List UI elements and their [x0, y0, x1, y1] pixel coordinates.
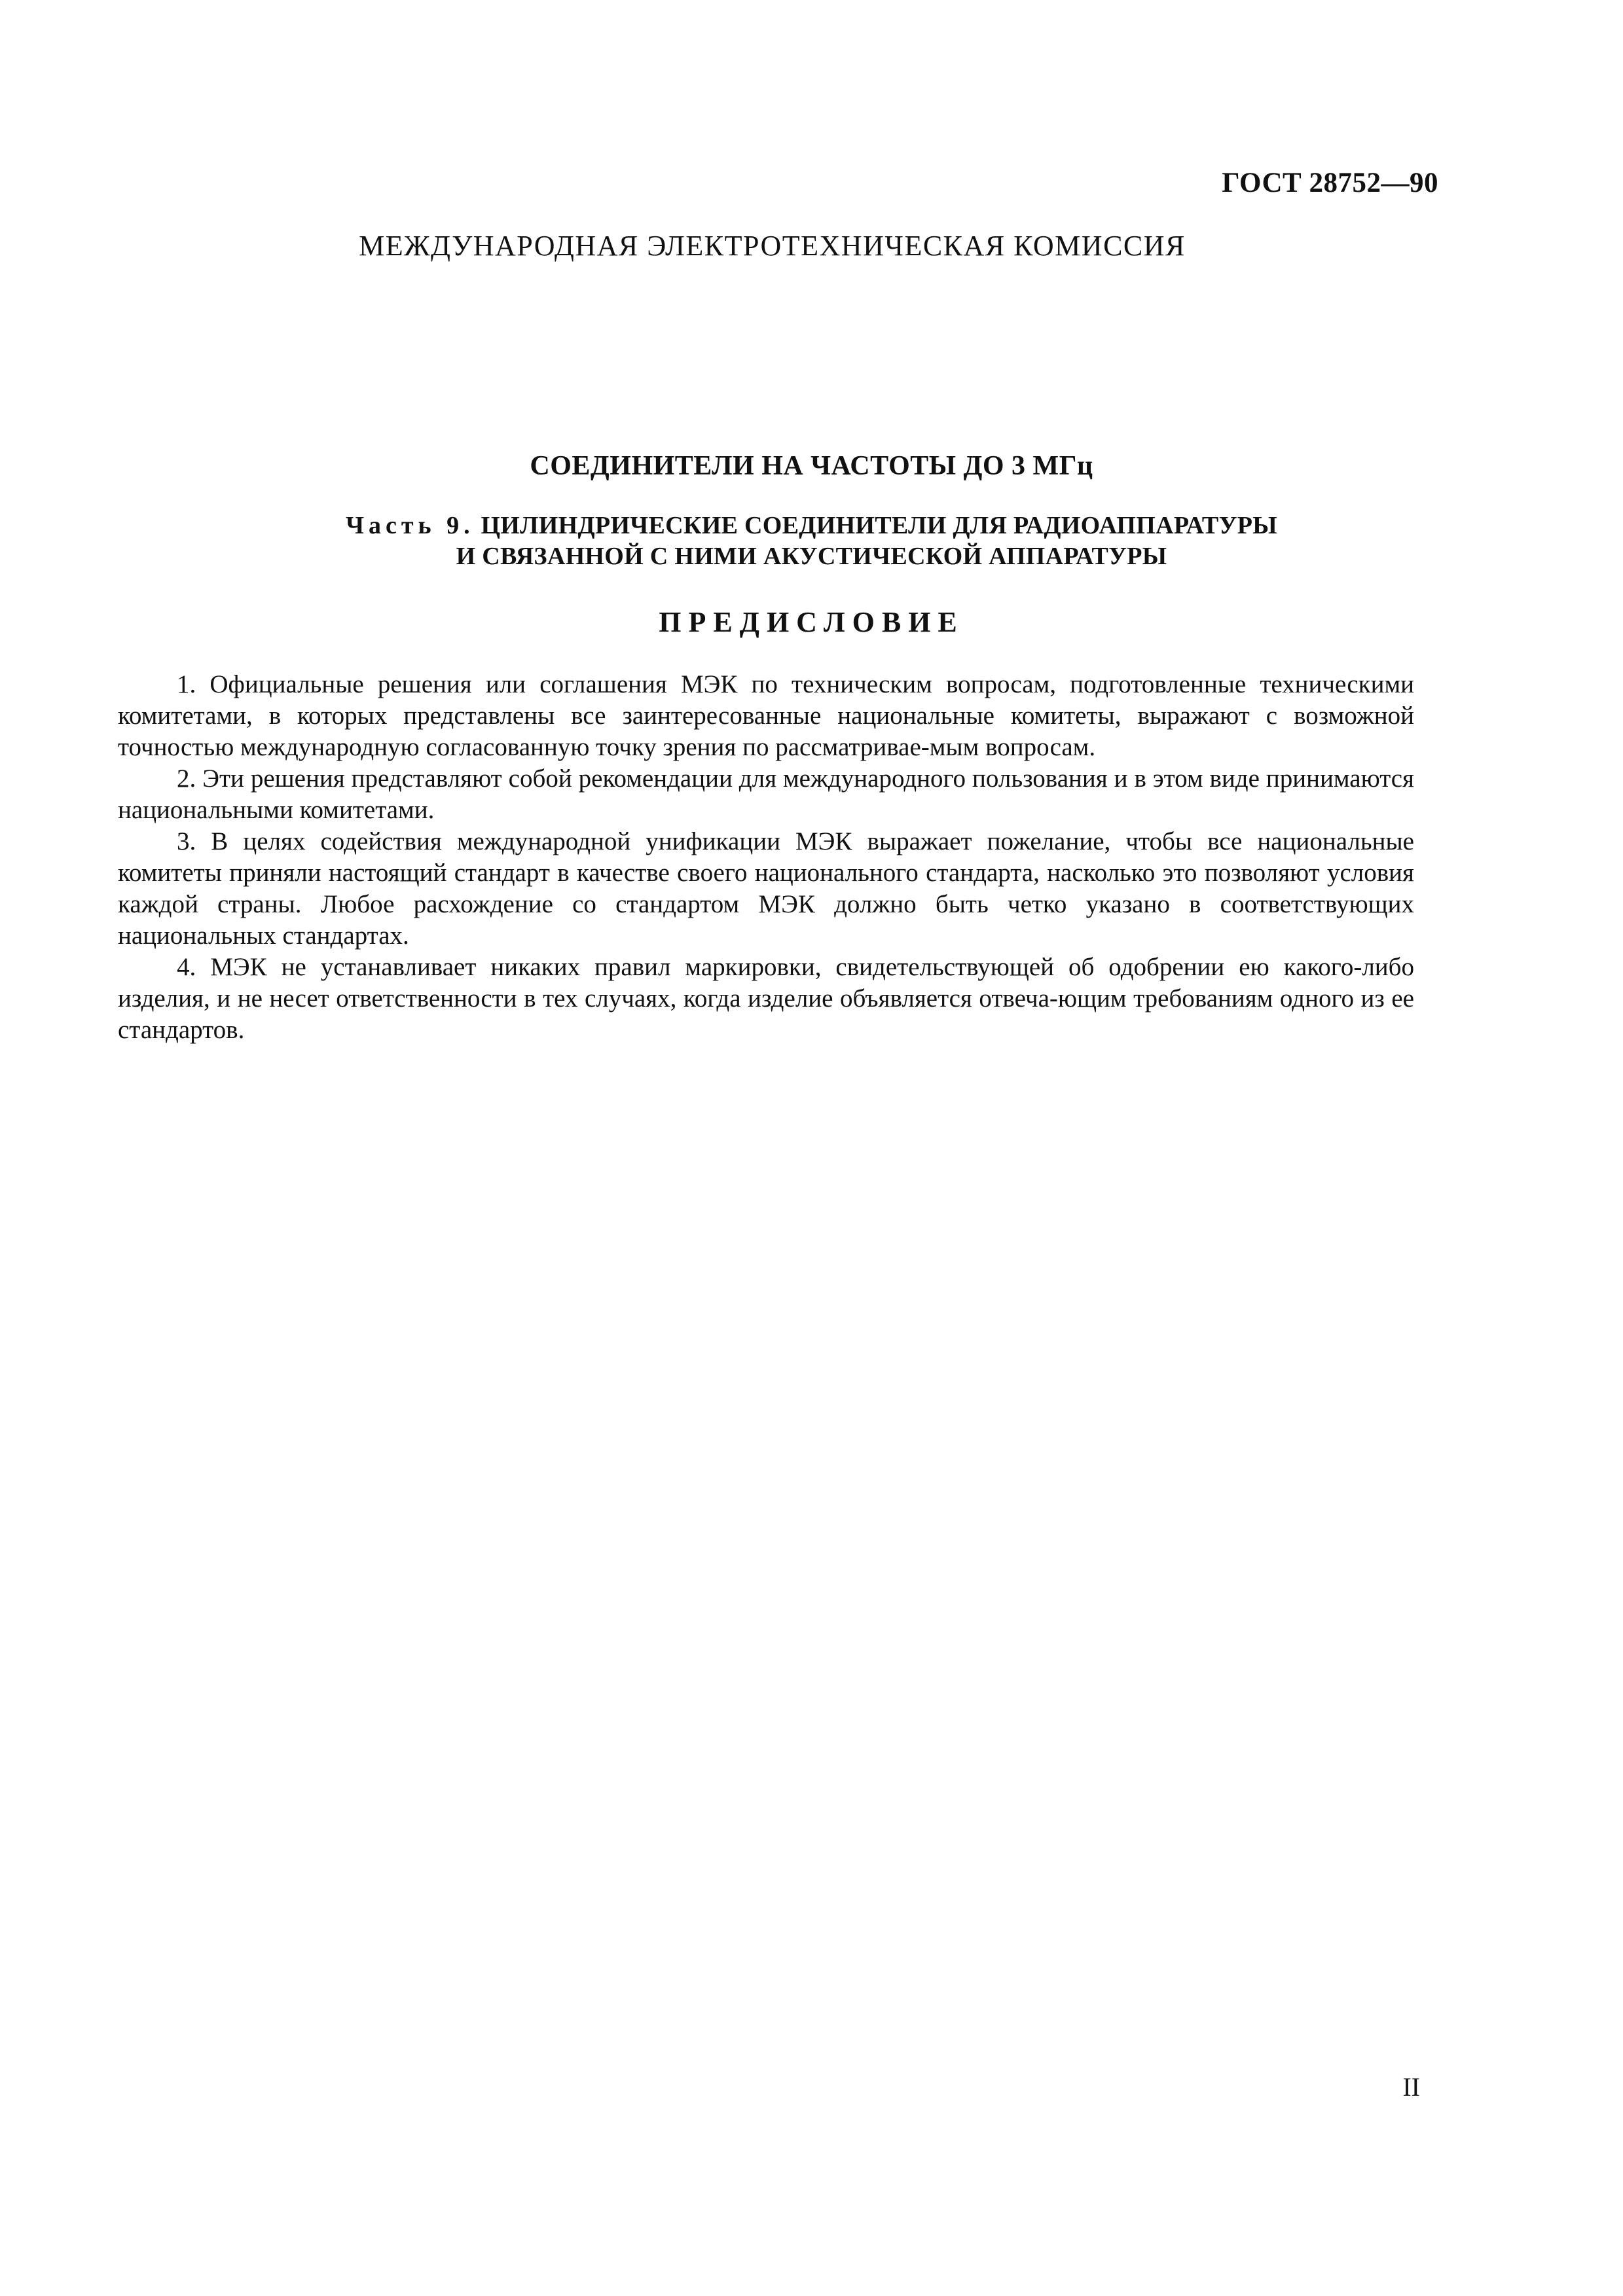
- subtitle-line-2: И СВЯЗАННОЙ С НИМИ АКУСТИЧЕСКОЙ АППАРАТУРЫ: [456, 543, 1167, 570]
- page-number: II: [1402, 2072, 1420, 2102]
- subtitle-text-1: ЦИЛИНДРИЧЕСКИЕ СОЕДИНИТЕЛИ ДЛЯ РАДИОАППАРАТУРЫ: [481, 512, 1277, 539]
- organization-name: МЕЖДУНАРОДНАЯ ЭЛЕКТРОТЕХНИЧЕСКАЯ КОМИССИЯ: [359, 230, 1186, 262]
- foreword-heading: ПРЕДИСЛОВИЕ: [659, 606, 964, 638]
- foreword-paragraph-3: 3. В целях содействия международной унификации МЭК выражает пожелание, чтобы все национальные комитеты приняли настоящий стандарт в качестве своего национального стандарта, насколько это позволяют условия каждой страны. Любое расхождение со стандартом МЭК должно быть четко указано в соответствующих национальных стандартах.: [118, 827, 1414, 950]
- foreword-paragraph-1: 1. Официальные решения или соглашения МЭК по техническим вопросам, подготовленные техническими комитетами, в которых представлены все заинтересованные национальные комитеты, выражают с возможной точностью международную согласованную точку зрения по рассматривае-мым вопросам.: [118, 670, 1414, 761]
- subtitle-line-1: [0, 511, 1623, 541]
- standard-number: ГОСТ 28752—90: [1222, 168, 1438, 198]
- foreword-paragraph-2: 2. Эти решения представляют собой рекомендации для международного пользования и в этом виде принимаются национальными комитетами.: [118, 764, 1414, 824]
- document-title: СОЕДИНИТЕЛИ НА ЧАСТОТЫ ДО 3 МГц: [530, 451, 1093, 481]
- part-subtitle: [0, 511, 1623, 572]
- foreword-body: [118, 669, 1414, 1046]
- part-label: Часть 9.: [346, 512, 475, 539]
- foreword-paragraph-4: 4. МЭК не устанавливает никаких правил маркировки, свидетельствующей об одобрении ею какого-либо изделия, и не несет ответственности в тех случаях, когда изделие объявляется отвеча-ющим требованиям одного из ее стандартов.: [118, 953, 1414, 1044]
